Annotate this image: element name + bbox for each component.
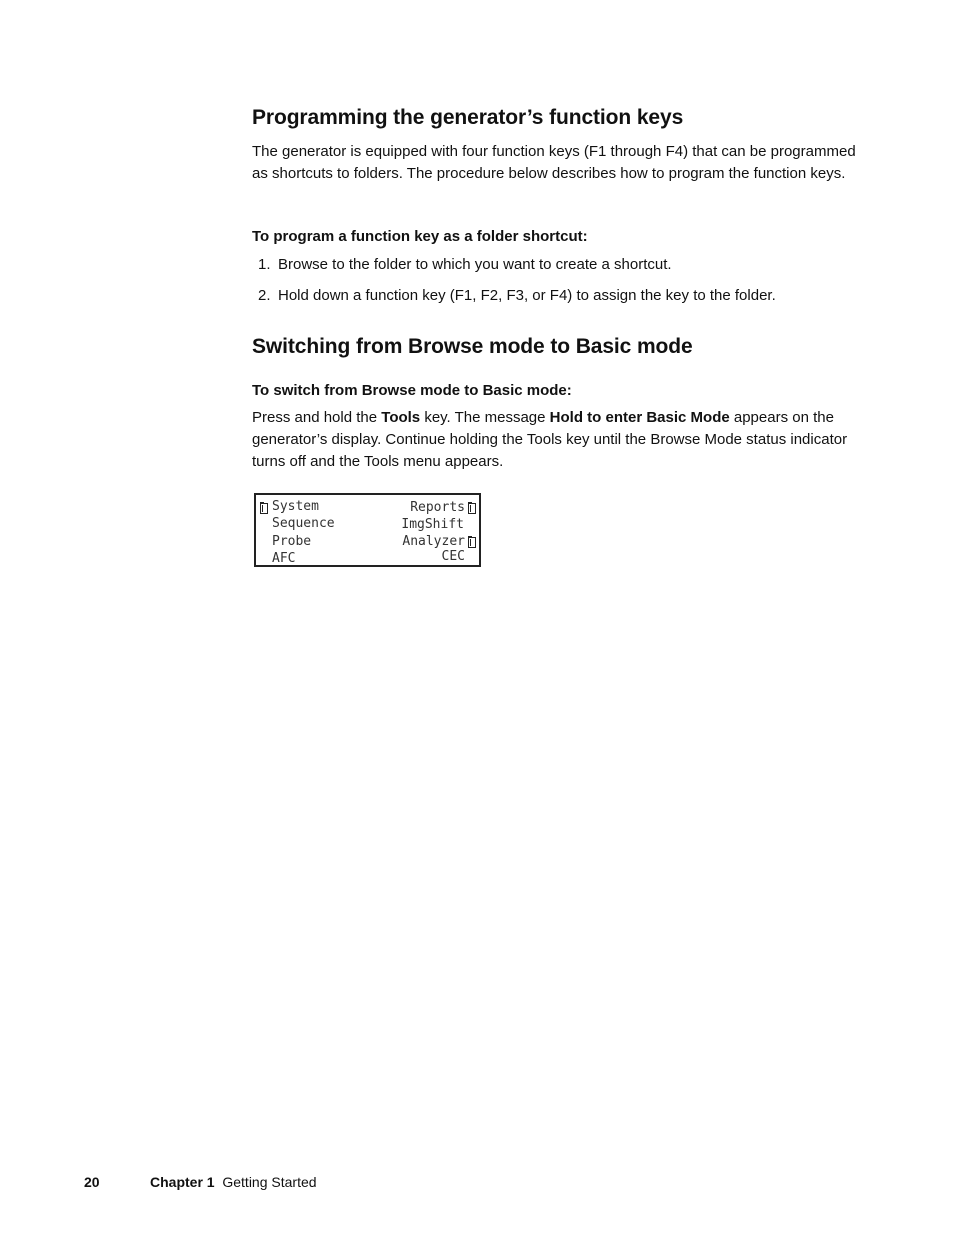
folder-icon [468, 537, 476, 548]
chapter-label: Chapter 1 [150, 1174, 215, 1190]
procedure-step [258, 285, 776, 307]
basic-mode-message: Hold to enter Basic Mode [549, 409, 730, 426]
procedure-title-switch-mode: To switch from Browse mode to Basic mode: [252, 382, 572, 399]
switch-mode-paragraph [252, 407, 872, 473]
chapter-title: Getting Started [222, 1174, 317, 1190]
para-text: Press and hold the [252, 409, 382, 426]
display-item-probe: Probe [272, 534, 312, 549]
step-number: 2. [258, 287, 271, 304]
display-item-sequence: Sequence [272, 516, 335, 531]
procedure-step [258, 254, 672, 276]
step-text: Browse to the folder to which you want to create a shortcut. [278, 256, 672, 273]
step-text: Hold down a function key (F1, F2, F3, or F4) to assign the key to the folder. [278, 287, 776, 304]
page-number: 20 [84, 1174, 100, 1190]
function-keys-intro: The generator is equipped with four function keys (F1 through F4) that can be programmed as shortcuts to folders. The procedure below describes how to program the function keys. [252, 143, 856, 182]
folder-icon [468, 503, 476, 514]
display-item-analyzer: Analyzer [402, 534, 465, 549]
running-footer [150, 1173, 317, 1191]
generator-display [254, 493, 481, 567]
display-item-system: System [272, 499, 319, 514]
section-heading-function-keys: Programming the generator’s function keys [252, 106, 684, 129]
tools-key-name: Tools [381, 409, 421, 426]
para-text: key. The message [420, 409, 550, 426]
para-text: appears on the generator’s display. Continue holding the Tools key until the Browse Mode status indicator turns off and the Tools menu appears. [252, 409, 848, 470]
display-item-reports: Reports [410, 500, 465, 515]
procedure-title-folder-shortcut: To program a function key as a folder shortcut: [252, 228, 588, 245]
section-heading-browse-to-basic: Switching from Browse mode to Basic mode [252, 335, 693, 358]
folder-icon [260, 503, 268, 514]
display-item-afc: AFC [272, 551, 296, 566]
display-item-imgshift: ImgShift [401, 517, 464, 532]
step-number: 1. [258, 256, 271, 273]
display-item-cec: CEC [441, 549, 465, 564]
